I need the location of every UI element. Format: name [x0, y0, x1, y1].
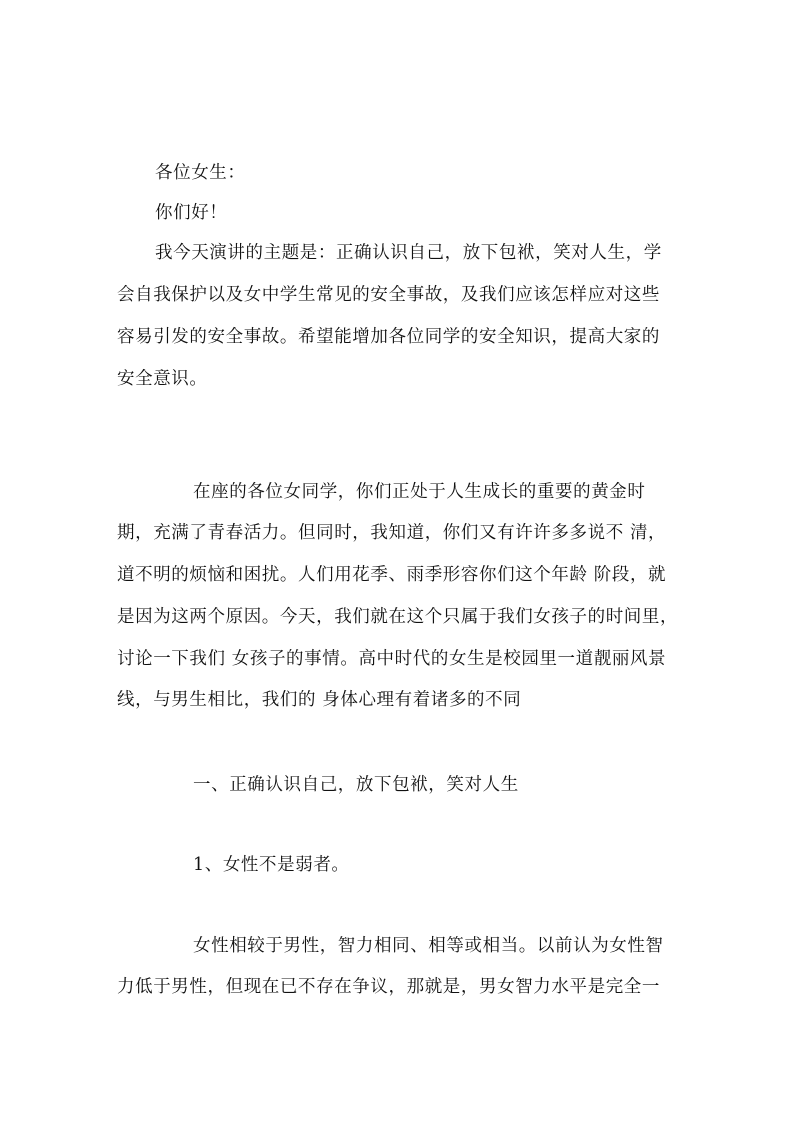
paragraph-line: 道不明的烦恼和困扰。人们用花季、雨季形容你们这个年龄 阶段，就 — [117, 565, 667, 585]
paragraph-line: 女性相较于男性，智力相同、相等或相当。以前认为女性智 — [193, 936, 664, 956]
section-heading: 一、正确认识自己，放下包袱，笑对人生 — [193, 775, 519, 795]
paragraph-line: 是因为这两个原因。今天，我们就在这个只属于我们女孩子的时间里， — [117, 607, 679, 627]
paragraph-line: 力低于男性，但现在已不存在争议，那就是，男女智力水平是完全一 — [117, 977, 660, 997]
salutation: 各位女生： — [155, 163, 246, 183]
paragraph-line: 会自我保护以及女中学生常见的安全事故，及我们应该怎样应对这些 — [117, 285, 660, 305]
greeting: 你们好！ — [155, 203, 228, 223]
paragraph-line: 在座的各位女同学，你们正处于人生成长的重要的黄金时 — [193, 482, 646, 502]
paragraph-line: 容易引发的安全事故。希望能增加各位同学的安全知识，提高大家的 — [117, 327, 660, 347]
paragraph-line: 线，与男生相比，我们的 身体心理有着诸多的不同 — [117, 690, 522, 710]
subsection-heading: 1、女性不是弱者。 — [193, 855, 350, 875]
paragraph-line: 期，充满了青春活力。但同时，我知道，你们又有许许多多说不 清， — [117, 523, 667, 543]
paragraph-line: 讨论一下我们 女孩子的事情。高中时代的女生是校园里一道靓丽风景 — [117, 649, 667, 669]
paragraph-line: 安全意识。 — [117, 369, 208, 389]
paragraph-line: 我今天演讲的主题是：正确认识自己，放下包袱，笑对人生，学 — [155, 243, 662, 263]
